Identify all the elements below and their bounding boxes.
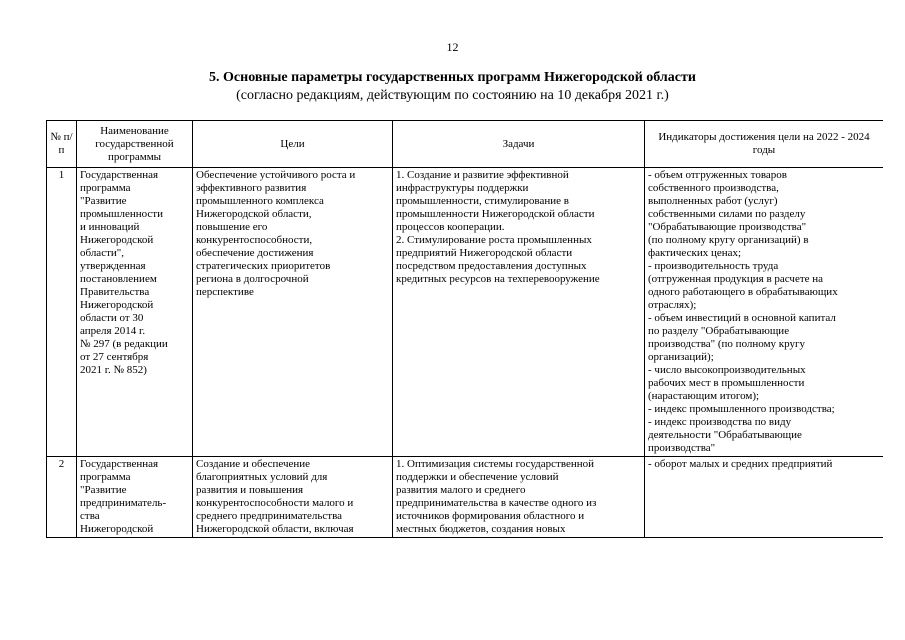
- row-program-name: Государственная программа "Развитие промышленности и инноваций Нижегородской области", утвержденная постановлением Правительства Нижегородской области от 30 апреля 2014 г. № 297 (в редакции от 27 сентября 2021 г. № 852): [77, 168, 193, 457]
- programs-table: [46, 120, 883, 538]
- row-goals: Создание и обеспечение благоприятных условий для развития и повышения конкурентоспособности малого и среднего предпринимательства Нижегородской области, включая: [193, 457, 393, 538]
- row-program-name: Государственная программа "Развитие предприниматель- ства Нижегородской: [77, 457, 193, 538]
- header-tasks: Задачи: [393, 121, 645, 168]
- header-num: № п/п: [47, 121, 77, 168]
- document-subtitle: (согласно редакциям, действующим по состоянию на 10 декабря 2021 г.): [236, 88, 669, 103]
- page-number: 12: [446, 40, 459, 54]
- row-num: 1: [47, 168, 77, 457]
- header-goals: Цели: [193, 121, 393, 168]
- programs-table-wrapper: [46, 120, 883, 640]
- row-goals: Обеспечение устойчивого роста и эффективного развития промышленного комплекса Нижегородской области, повышение его конкурентоспособности, обеспечение достижения стратегических приоритетов региона в долгосрочной перспективе: [193, 168, 393, 457]
- table-header-row: [47, 121, 884, 168]
- table-row: [47, 168, 884, 457]
- row-tasks: 1. Оптимизация системы государственной поддержки и обеспечение условий развития малого и среднего предпринимательства в качестве одного из источников формирования областного и местных бюджетов, создания новых: [393, 457, 645, 538]
- row-indicators: - оборот малых и средних предприятий: [645, 457, 884, 538]
- header-program-name: Наименование государственной программы: [77, 121, 193, 168]
- row-num: 2: [47, 457, 77, 538]
- row-indicators: - объем отгруженных товаров собственного производства, выполненных работ (услуг) собственными силами по разделу "Обрабатывающие производства" (по полному кругу организаций) в фактических ценах; - производительность труда (отгруженная продукция в расчете на одного работающего в обрабатывающих отраслях); - объем инвестиций в основной капитал по разделу "Обрабатывающие производства" (по полному кругу организаций); - число высокопроизводительных рабочих мест в промышленности (нарастающим итогом); - индекс промышленного производства; - индекс производства по виду деятельности "Обрабатывающие производства": [645, 168, 884, 457]
- header-indicators: Индикаторы достижения цели на 2022 - 2024 годы: [645, 121, 884, 168]
- document-title: 5. Основные параметры государственных программ Нижегородской области: [209, 70, 696, 85]
- row-tasks: 1. Создание и развитие эффективной инфраструктуры поддержки промышленности, стимулирование в промышленности Нижегородской области процессов кооперации. 2. Стимулирование роста промышленных предприятий Нижегородской области посредством предоставления доступных кредитных ресурсов на техперевооружение: [393, 168, 645, 457]
- table-row: [47, 457, 884, 538]
